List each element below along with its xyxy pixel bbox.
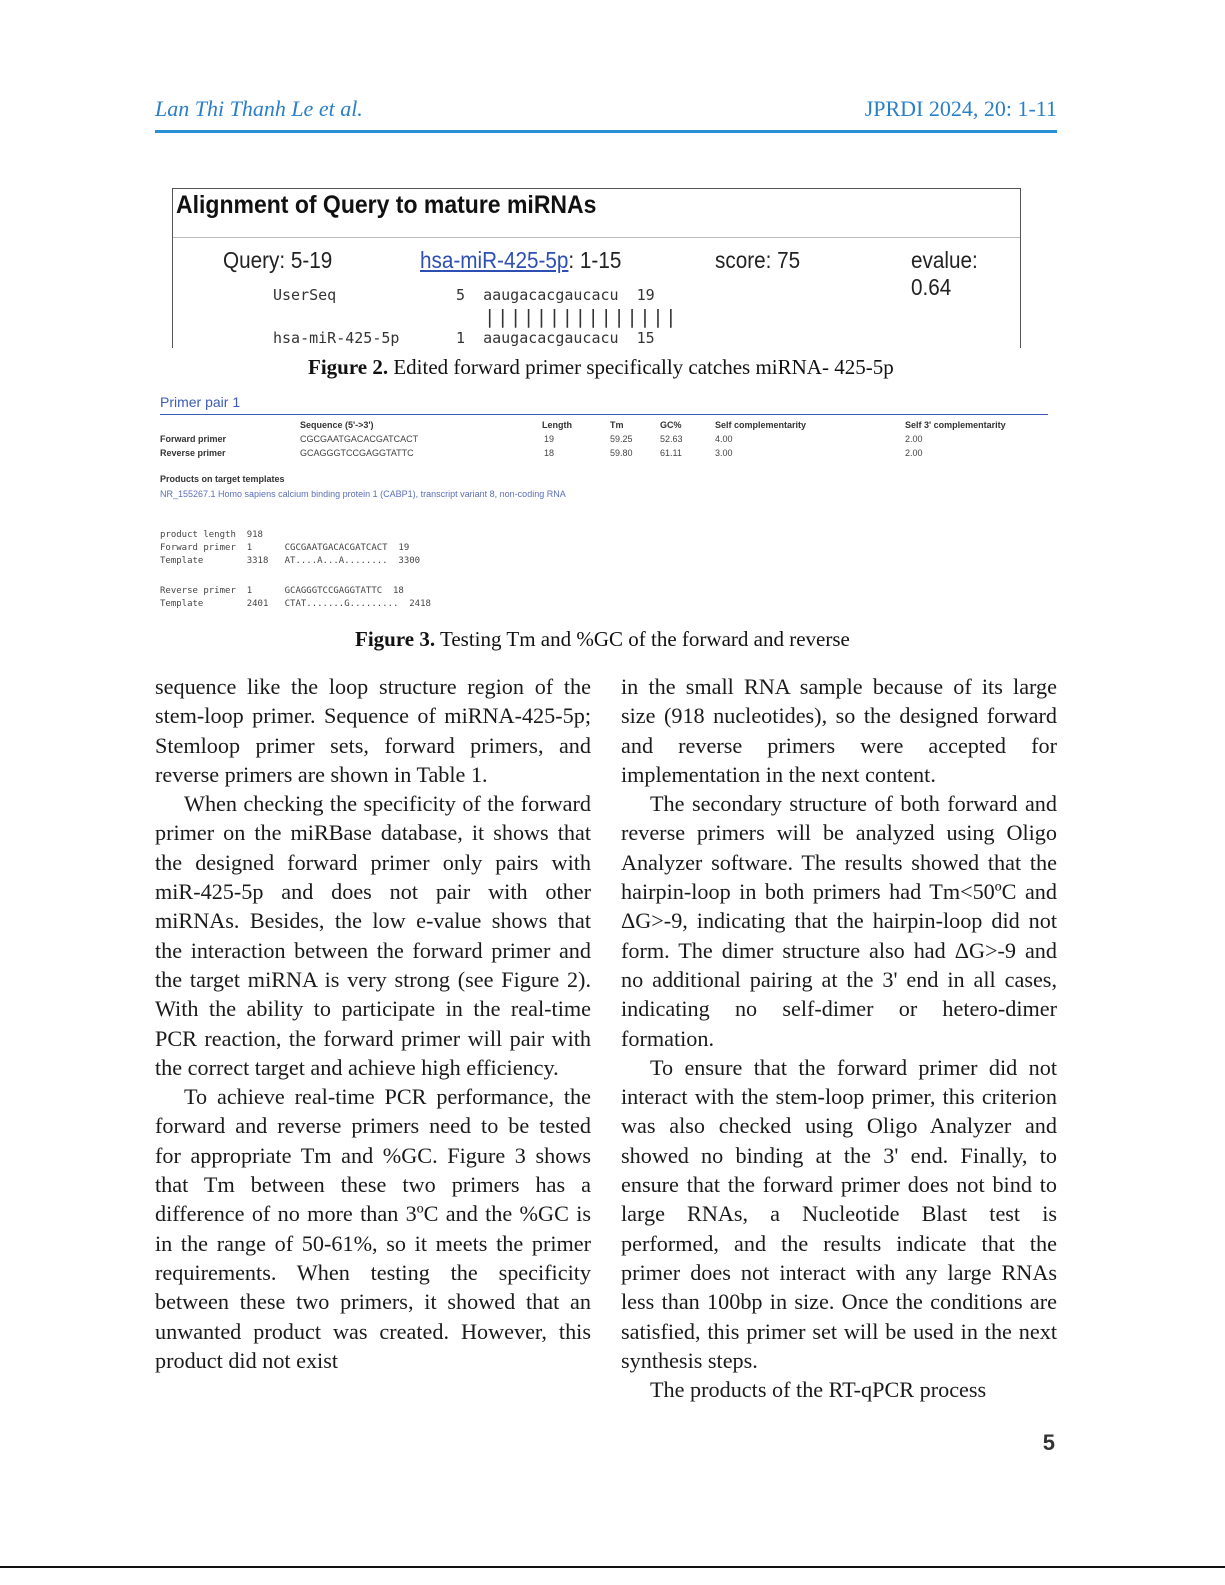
mirna-seq: 1 aaugacacgaucacu 15 [456, 329, 655, 347]
paragraph: in the small RNA sample because of its large size (918 nucleotides), so the designed forward and reverse primers were accepted for implementation in the next content. [621, 674, 1057, 787]
products-label: Products on target templates [160, 474, 285, 484]
figure-2-divider [173, 237, 1020, 238]
alignment-line-3: Template 3318 AT....A...A........ 3300 [160, 556, 421, 566]
user-seq-label: UserSeq [273, 286, 337, 304]
alignment-line-2: Forward primer 1 CGCGAATGACACGATCACT 19 [160, 543, 410, 553]
reverse-primer-length: 18 [544, 448, 555, 458]
reverse-primer-label: Reverse primer [160, 448, 226, 458]
paragraph: To achieve real-time PCR performance, the forward and reverse primers need to be tested for appropriate Tm and %GC. Figure 3 shows that Tm between these two primers has a difference of no more than 3ºC and the %GC is in the range of 50-61%, so it meets the primer requirements. When testing the specificity between these two primers, it showed that an unwanted product was created. However, this product did not exist [155, 1084, 591, 1373]
alignment-bars: ||||||||||||||| [484, 306, 679, 328]
user-seq: 5 aaugacacgaucacu 19 [456, 286, 655, 304]
figure-2-evalue: evalue: 0.64 [911, 247, 978, 300]
body-column-right [621, 672, 1057, 1404]
primer-pair-rule [160, 414, 1048, 415]
mirna-range: : 1-15 [568, 247, 622, 273]
mirna-link[interactable]: hsa-miR-425-5p [420, 247, 569, 273]
figure-2-score: score: 75 [715, 247, 801, 273]
alignment-line-1: product length 918 [160, 530, 263, 540]
col-header-self3-comp: Self 3' complementarity [905, 420, 1006, 430]
body-column-left [155, 672, 591, 1375]
col-header-tm: Tm [610, 420, 624, 430]
col-header-sequence: Sequence (5'->3') [300, 420, 374, 430]
paragraph: To ensure that the forward primer did not interact with the stem-loop primer, this criterion was also checked using Oligo Analyzer and showed no binding at the 3' end. Finally, to ensure that the forward primer does not bind to large RNAs, a Nucleotide Blast test is performed, and the results indicate that the primer does not interact with any large RNAs less than 100bp in size. Once the conditions are satisfied, this primer set will be used in the next synthesis steps. [621, 1054, 1057, 1373]
figure-2-caption-text: Edited forward primer specifically catches miRNA- 425-5p [388, 355, 894, 379]
primer-pair-title: Primer pair 1 [160, 394, 241, 410]
paragraph: The secondary structure of both forward and reverse primers will be analyzed using Oligo Analyzer software. The results showed that the hairpin-loop in both primers had Tm<50ºC and ΔG>-9, indicating that the hairpin-loop did not form. The dimer structure also had ΔG>-9 and no additional pairing at the 3' end in all cases, indicating no self-dimer or hetero-dimer formation. [621, 791, 1057, 1051]
forward-primer-self3: 2.00 [905, 434, 923, 444]
forward-primer-tm: 59.25 [610, 434, 633, 444]
alignment-line-4: Reverse primer 1 GCAGGGTCCGAGGTATTC 18 [160, 586, 404, 596]
figure-2-mirna [420, 247, 621, 274]
reverse-primer-seq: GCAGGGTCCGAGGTATTC [300, 448, 414, 458]
reverse-primer-self3: 2.00 [905, 448, 923, 458]
col-header-gc: GC% [660, 420, 682, 430]
figure-2-alignment [172, 188, 1021, 348]
forward-primer-seq: CGCGAATGACACGATCACT [300, 434, 419, 444]
reverse-primer-self: 3.00 [715, 448, 733, 458]
forward-primer-gc: 52.63 [660, 434, 683, 444]
alignment-line-5: Template 2401 CTAT.......G......... 2418 [160, 599, 431, 609]
products-line[interactable]: NR_155267.1 Homo sapiens calcium binding protein 1 (CABP1), transcript variant 8, non-coding RNA [160, 489, 566, 499]
forward-primer-label: Forward primer [160, 434, 227, 444]
figure-2-query: Query: 5-19 [223, 247, 333, 273]
col-header-self-comp: Self complementarity [715, 420, 807, 430]
figure-3-caption [355, 627, 850, 652]
figure-3-primer-blast [160, 394, 1050, 618]
forward-primer-length: 19 [544, 434, 555, 444]
figure-3-caption-text: Testing Tm and %GC of the forward and reverse [435, 627, 850, 651]
figure-2-title: Alignment of Query to mature miRNAs [176, 191, 597, 219]
figure-2-caption [308, 355, 894, 380]
forward-primer-self: 4.00 [715, 434, 733, 444]
figure-2-caption-label: Figure 2. [308, 355, 389, 379]
running-head-journal: JPRDI 2024, 20: 1-11 [864, 96, 1057, 121]
header-rule [155, 130, 1057, 133]
paragraph: The products of the RT-qPCR process [650, 1377, 987, 1403]
running-head-author: Lan Thi Thanh Le et al. [155, 96, 363, 121]
paragraph: When checking the specificity of the forward primer on the miRBase database, it shows that the designed forward primer only pairs with miR-425-5p and does not pair with other miRNAs. Besides, the low e-value shows that the interaction between the forward primer and the target miRNA is very strong (see Figure 2). With the ability to participate in the real-time PCR reaction, the forward primer will pair with the correct target and achieve high efficiency. [155, 791, 591, 1080]
col-header-length: Length [542, 420, 572, 430]
reverse-primer-gc: 61.11 [660, 448, 682, 458]
paragraph: sequence like the loop structure region of the stem-loop primer. Sequence of miRNA-425-5p; Stemloop primer sets, forward primers, and reverse primers are shown in Table 1. [155, 674, 591, 787]
bottom-rule [0, 1566, 1225, 1568]
reverse-primer-tm: 59.80 [610, 448, 633, 458]
mirna-seq-label: hsa-miR-425-5p [273, 329, 400, 347]
figure-3-caption-label: Figure 3. [355, 627, 436, 651]
page-number: 5 [1042, 1430, 1055, 1455]
